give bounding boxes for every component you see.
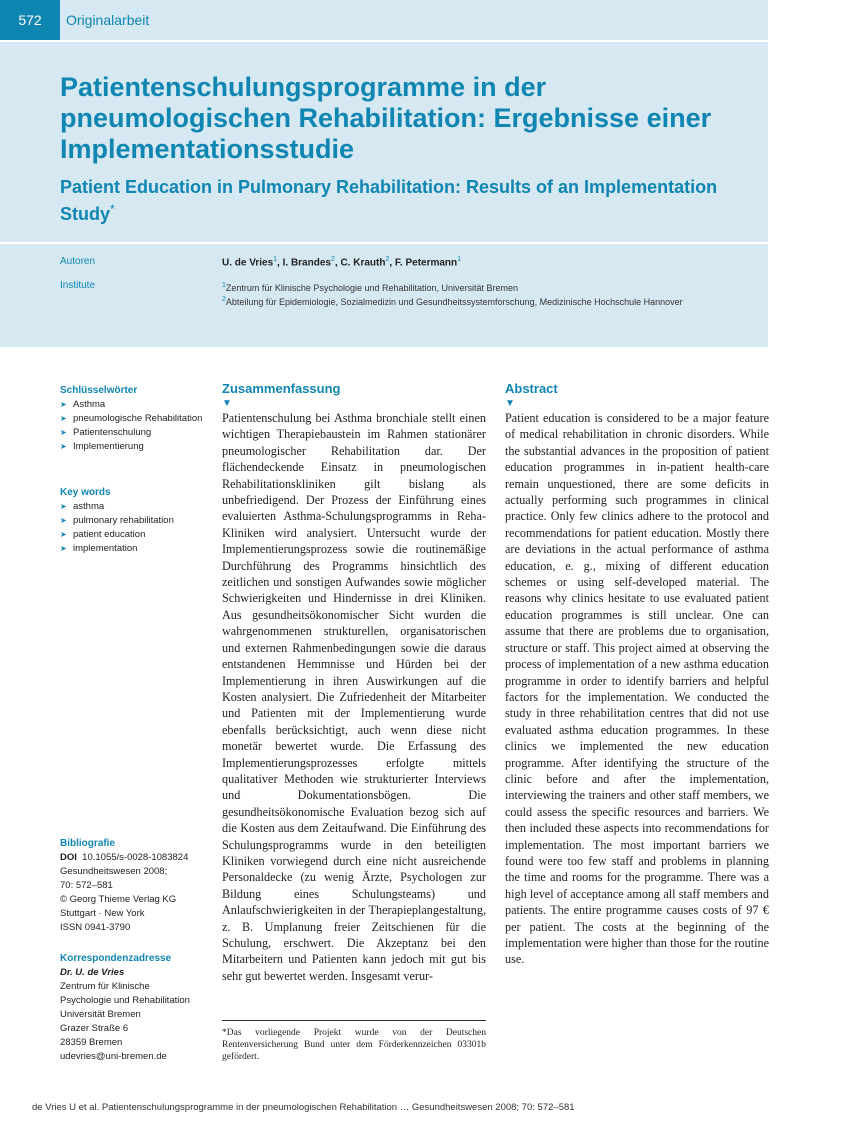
- keywords-german: [60, 384, 210, 454]
- bullet-icon: ➤: [60, 544, 67, 553]
- abstract-english: [505, 380, 769, 968]
- bullet-icon: ➤: [60, 414, 67, 423]
- footnote: *Das vorliegende Projekt wurde von der Deutschen Rentenversicherung Bund unter dem Förderkennzeichen 03301b gefördert.: [222, 1020, 486, 1063]
- correspondence-line: Grazer Straße 6: [60, 1023, 129, 1034]
- bullet-icon: ➤: [60, 530, 67, 539]
- institute-item: [222, 294, 683, 308]
- correspondence: [60, 952, 210, 1064]
- keyword-text: Patientenschulung: [73, 427, 152, 438]
- keywords-german-heading: Schlüsselwörter: [60, 385, 138, 396]
- keyword-item: [60, 542, 210, 556]
- summary-heading: Zusammenfassung: [222, 381, 341, 396]
- author-name: C. Krauth: [340, 257, 386, 269]
- title-german: Patientenschulungsprogramme in der pneumologischen Rehabilitation: Ergebnisse einer Implementationsstudie: [60, 72, 712, 164]
- bibliography-line: ISSN 0941-3790: [60, 922, 131, 933]
- bibliography-line: © Georg Thieme Verlag KG: [60, 894, 177, 905]
- correspondence-heading: Korrespondenzadresse: [60, 953, 172, 964]
- doi-label: DOI: [60, 852, 77, 863]
- institutes-label: Institute: [60, 280, 96, 291]
- summary-text: Patientenschulung bei Asthma bronchiale stellt einen wichtigen Therapiebaustein im Rahmen stationärer pneumologischer Rehabilitation dar. Der flächendeckende Einsatz in pneumologischen Rehabilitationskliniken gilt bislang als unbefriedigend. Der Prozess der Einführung eines evaluierten Asthma-Schulungsprogramms in Reha-Kliniken wird analysiert. Untersucht wurde der Implementierungsprozess sowie die routinemäßige Durchführung des Programms hinsichtlich des zeitlichen und sonstigen Aufwandes sowie möglicher Schwierigkeiten und Hindernisse in drei Kliniken. Aus gesundheitsökonomischer Sicht wurden die wahrgenommenen strukturellen, organisatorischen und externen Rahmenbedingungen sowie die daraus entstandenen Hemmnisse und Hürden bei der Implementierung in ihren Auswirkungen auf die Kosten analysiert. Die Zufriedenheit der Mitarbeiter und Patienten mit der Implementierung wurde ebenfalls berücksichtigt, auch wenn diese nicht monetär bewertet wurde. Die Erfassung des Implementierungsprozesses erfolgte mittels qualitativer Methoden wie strukturierter Interviews und Dokumentationsbögen. Die gesundheitsökonomische Evaluation bezog sich auf die Kosten aus dem Zeitaufwand. Die Einführung des Schulungsprogramms wurde in den beteiligten Kliniken vorwiegend durch eine nicht ausreichende Personaldecke (zu wenig Ärzte, Psychologen zur Bildung eines Schulungsteams) und Anlaufschwierigkeiten in der Therapieplangestaltung, z. B. Umplanung freier Zeitschienen für die Schulung, erschwert. Die Akzeptanz bei den Mitarbeitern und Patienten kann jedoch mit gut bis sehr gut bewertet werden. Insgesamt verur-: [222, 411, 486, 983]
- triangle-icon: ▼: [222, 398, 232, 409]
- authors-label: Autoren: [60, 256, 96, 267]
- author-affiliation: 2: [330, 256, 335, 263]
- bibliography-heading: Bibliografie: [60, 838, 116, 849]
- keyword-item: [60, 500, 210, 514]
- abstract-text: Patient education is considered to be a major feature of medical rehabilitation in chronic disorders. While the substantial advances in the proposition of patient education programmes in in-patient health-care remain unquestioned, there are some deficits in actually performing such programmes in clinical practice. Only few clinics adhere to the protocol and recommendations for patient education. Mostly there are deviations in the actual performance of asthma education, e. g., mixing of different education schemes or using self-developed material. The reasons why clinics hesitate to use evaluated patient education programmes is still unclear. One can assume that there are problems due to organisation, structure or staff. This project aimed at observing the process of implementation of a new asthma education programme in order to identify barriers and helpful factors for the implementation. We conducted the study in three rehabilitation centres that did not use evaluated asthma education programmes. In these clinics we implemented the new education programme. After identifying the structure of the clinic before and after the implementation, interviewing the trainers and other staff members, we could assess the specific resources and barriers. We then included these aspects into recommendations for implementation. The most important barriers we found were too few staff and problems in planning the time and rooms for the programme. There was a high level of acceptance among all staff members and patients. The entire programme causes costs of 97 € per patient. The costs at the beginning of the implementation were higher than those for the routine use.: [505, 411, 769, 967]
- bullet-icon: ➤: [60, 400, 67, 409]
- correspondence-line: Universität Bremen: [60, 1009, 141, 1020]
- correspondence-email: udevries@uni-bremen.de: [60, 1051, 167, 1062]
- page-number: 572: [0, 0, 60, 40]
- correspondence-line: Psychologie und Rehabilitation: [60, 995, 190, 1006]
- keyword-item: [60, 426, 210, 440]
- keyword-text: asthma: [73, 501, 105, 512]
- bibliography-line: Stuttgart · New York: [60, 908, 145, 919]
- doi-line: [60, 851, 210, 865]
- section-label: Originalarbeit: [66, 12, 150, 28]
- keyword-text: implementation: [73, 543, 138, 554]
- institute-list: [222, 280, 683, 308]
- keywords-english-heading: Key words: [60, 487, 111, 498]
- keyword-item: [60, 440, 210, 454]
- author-name: U. de Vries: [222, 257, 274, 269]
- triangle-icon: ▼: [505, 398, 515, 409]
- bibliography-line: Gesundheitswesen 2008;: [60, 866, 168, 877]
- author-list: U. de Vries$^1$, I. Brandes$^2$, C. Krauth$^2$, F. Petermann$^1$: [222, 256, 462, 269]
- correspondence-line: 28359 Bremen: [60, 1037, 123, 1048]
- title-english: [60, 176, 765, 225]
- correspondence-name: Dr. U. de Vries: [60, 967, 125, 978]
- author-affiliation: 1: [273, 256, 278, 263]
- author-affiliation: 1: [457, 256, 462, 263]
- keyword-item: [60, 528, 210, 542]
- keyword-item: [60, 398, 210, 412]
- keyword-item: [60, 514, 210, 528]
- keyword-text: Asthma: [73, 399, 106, 410]
- institute-item: [222, 280, 683, 294]
- page-footer: de Vries U et al. Patientenschulungsprogramme in der pneumologischen Rehabilitation … Gesundheitswesen 2008; 70: 572–581: [32, 1102, 575, 1113]
- title-footnote-marker: *: [110, 202, 115, 216]
- institute-text: Zentrum für Klinische Psychologie und Rehabilitation, Universität Bremen: [225, 283, 519, 293]
- institute-number: 1: [222, 282, 226, 289]
- keyword-text: patient education: [73, 529, 146, 540]
- bullet-icon: ➤: [60, 428, 67, 437]
- abstract-heading: Abstract: [505, 381, 558, 396]
- doi-value: 10.1055/s-0028-1083824: [82, 852, 189, 863]
- author-name: I. Brandes: [282, 257, 331, 269]
- author-name: F. Petermann: [394, 257, 458, 269]
- bullet-icon: ➤: [60, 502, 67, 511]
- bullet-icon: ➤: [60, 516, 67, 525]
- summary-german: [222, 380, 486, 984]
- keyword-text: Implementierung: [73, 441, 144, 452]
- keyword-text: pulmonary rehabilitation: [73, 515, 174, 526]
- correspondence-line: Zentrum für Klinische: [60, 981, 150, 992]
- keyword-item: [60, 412, 210, 426]
- bibliography-line: 70: 572–581: [60, 880, 113, 891]
- institute-number: 2: [222, 296, 226, 303]
- keyword-text: pneumologische Rehabilitation: [73, 413, 203, 424]
- bullet-icon: ➤: [60, 442, 67, 451]
- institute-text: Abteilung für Epidemiologie, Sozialmedizin und Gesundheitssystemforschung, Medizinische Hochschule Hannover: [225, 297, 683, 307]
- author-affiliation: 2: [385, 256, 390, 263]
- bibliography: [60, 837, 210, 935]
- keywords-english: [60, 486, 210, 556]
- title-english-text: Patient Education in Pulmonary Rehabilitation: Results of an Implementation Study: [60, 177, 718, 224]
